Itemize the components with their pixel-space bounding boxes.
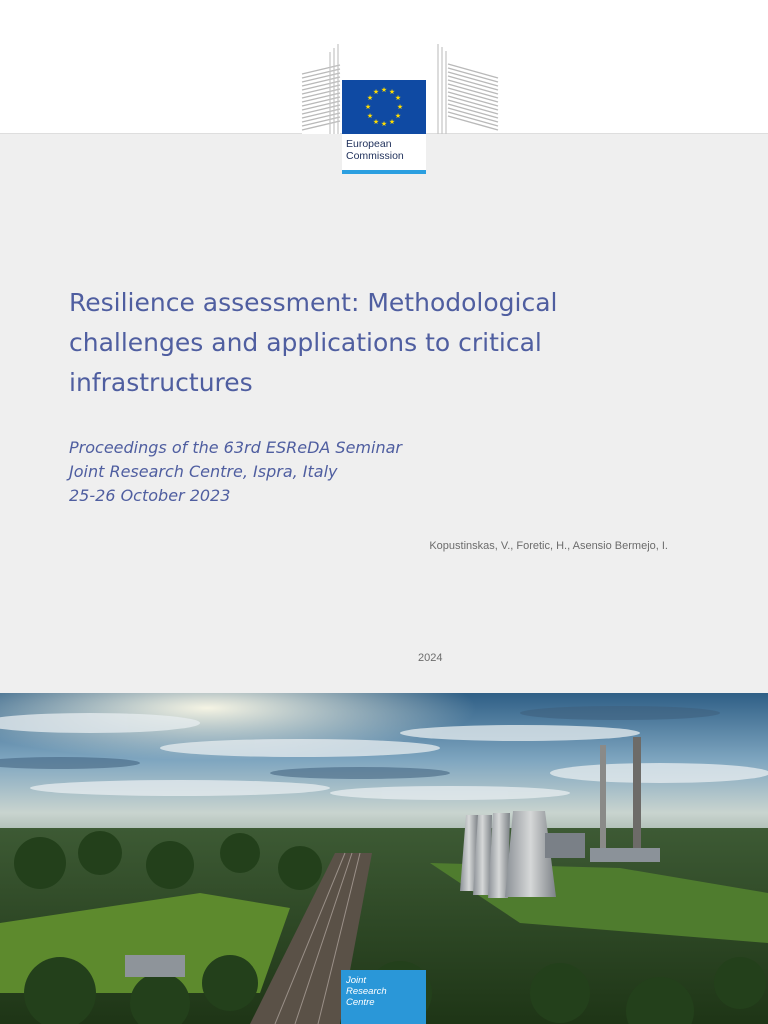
authors: Kopustinskas, V., Foretic, H., Asensio Bermejo, I.: [429, 540, 668, 552]
jrc-line-1: Joint: [346, 975, 367, 986]
european-commission-logo: [300, 42, 500, 172]
subtitle-line-1: Proceedings of the 63rd ESReDA Seminar: [69, 438, 402, 457]
publisher-wordmark: [342, 134, 426, 174]
svg-text:★: ★: [380, 86, 388, 94]
publisher-line-1: European: [346, 138, 392, 150]
title-line-2: challenges and applications to critical: [69, 328, 542, 357]
publisher-line-2: Commission: [346, 150, 404, 162]
svg-text:★: ★: [396, 103, 404, 111]
title-line-1: Resilience assessment: Methodological: [69, 288, 558, 317]
title-line-3: infrastructures: [69, 368, 253, 397]
svg-text:★: ★: [394, 112, 402, 120]
svg-text:★: ★: [372, 118, 380, 126]
svg-text:★: ★: [372, 88, 380, 96]
jrc-badge: [341, 970, 426, 1024]
svg-text:★: ★: [366, 94, 374, 102]
subtitle-line-2: Joint Research Centre, Ispra, Italy: [69, 462, 338, 481]
eu-flag-icon: [342, 80, 426, 134]
jrc-line-2: Research: [346, 986, 387, 997]
berlaymont-building-left-icon: [300, 42, 344, 134]
svg-text:★: ★: [388, 118, 396, 126]
svg-text:★: ★: [364, 103, 372, 111]
svg-text:★: ★: [388, 88, 396, 96]
svg-text:★: ★: [366, 112, 374, 120]
svg-text:★: ★: [380, 120, 388, 128]
report-title: [69, 283, 709, 403]
publication-year: 2024: [418, 652, 443, 664]
berlaymont-building-right-icon: [426, 42, 500, 134]
report-subtitle: [69, 436, 669, 508]
subtitle-line-3: 25-26 October 2023: [69, 486, 231, 505]
cover-panel: [0, 133, 768, 694]
svg-text:★: ★: [394, 94, 402, 102]
jrc-line-3: Centre: [346, 997, 375, 1008]
